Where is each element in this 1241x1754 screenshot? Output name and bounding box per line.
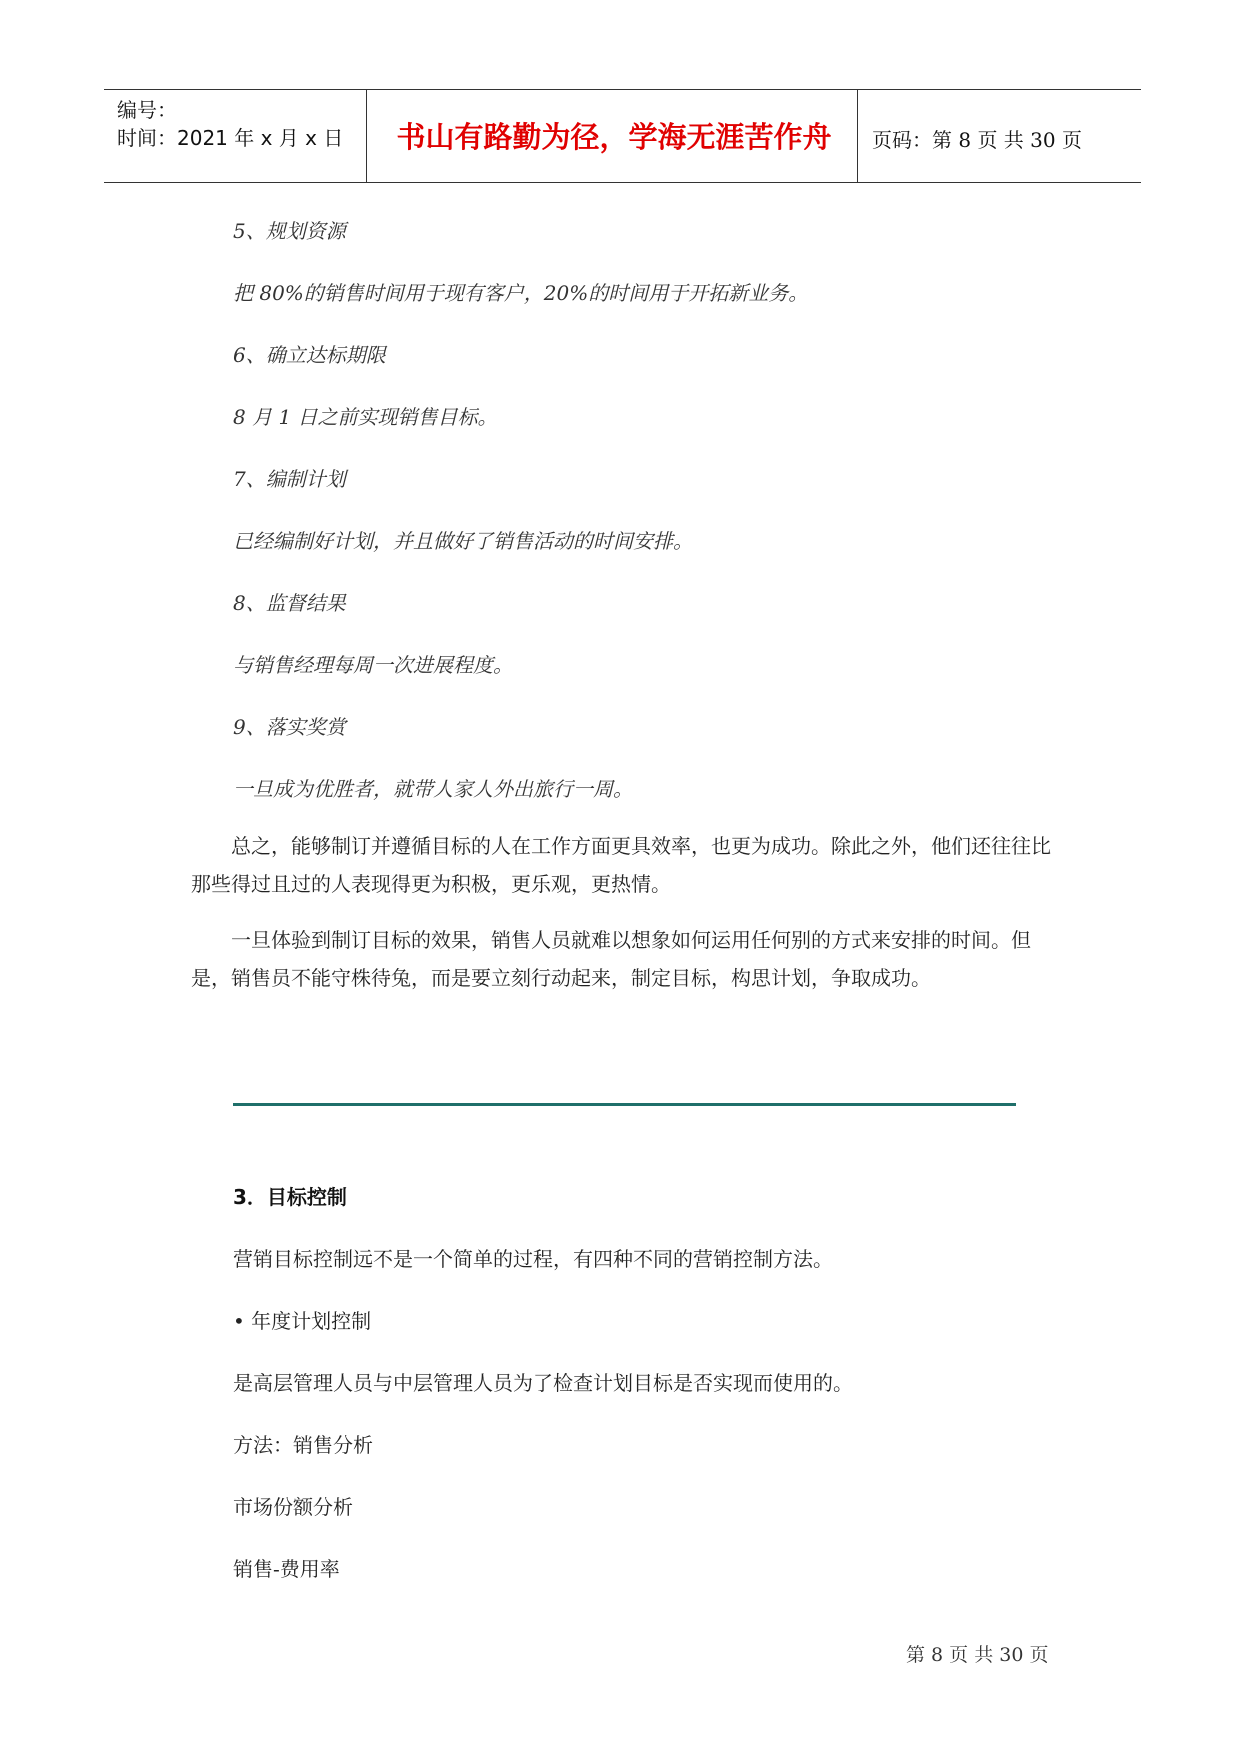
item-heading-8: 8、监督结果	[233, 591, 346, 615]
item-heading-5: 5、规划资源	[233, 219, 346, 243]
header-bottom-border	[104, 182, 1141, 183]
header-divider-left	[366, 89, 367, 183]
body-paragraph	[191, 827, 1061, 903]
method-item: 销售-费用率	[233, 1557, 340, 1581]
header-page-code: 页码：第 8 页 共 30 页	[872, 128, 1082, 152]
method-item: 方法：销售分析	[233, 1433, 373, 1457]
item-text-9: 一旦成为优胜者，就带人家人外出旅行一周。	[233, 777, 633, 801]
header-time-label: 时间：2021 年 x 月 x 日	[117, 126, 344, 150]
item-text-5: 把 80%的销售时间用于现有客户，20%的时间用于开拓新业务。	[233, 281, 809, 305]
body-paragraph-text: 一旦体验到制订目标的效果，销售人员就难以想象如何运用任何别的方式来安排的时间。但是，销售员不能守株待兔，而是要立刻行动起来，制定目标，构思计划，争取成功。	[191, 928, 1031, 990]
section-bullet: • 年度计划控制	[233, 1309, 372, 1333]
item-heading-6: 6、确立达标期限	[233, 343, 386, 367]
section-divider	[233, 1103, 1016, 1106]
header-number-label: 编号：	[117, 98, 177, 122]
section-intro: 营销目标控制远不是一个简单的过程，有四种不同的营销控制方法。	[233, 1247, 833, 1271]
item-heading-7: 7、编制计划	[233, 467, 346, 491]
body-paragraph-text: 总之，能够制订并遵循目标的人在工作方面更具效率，也更为成功。除此之外，他们还往往比那些得过且过的人表现得更为积极，更乐观，更热情。	[191, 834, 1051, 896]
item-text-7: 已经编制好计划，并且做好了销售活动的时间安排。	[233, 529, 693, 553]
section-description: 是高层管理人员与中层管理人员为了检查计划目标是否实现而使用的。	[233, 1371, 853, 1395]
method-item: 市场份额分析	[233, 1495, 353, 1519]
body-paragraph	[191, 921, 1061, 997]
page-footer: 第 8 页 共 30 页	[906, 1644, 1049, 1666]
header-motto: 书山有路勤为径，学海无涯苦作舟	[396, 120, 832, 154]
header-top-border	[104, 89, 1141, 90]
item-heading-9: 9、落实奖赏	[233, 715, 346, 739]
item-text-6: 8 月 1 日之前实现销售目标。	[233, 405, 498, 429]
section-title: 3．目标控制	[233, 1185, 347, 1209]
item-text-8: 与销售经理每周一次进展程度。	[233, 653, 513, 677]
